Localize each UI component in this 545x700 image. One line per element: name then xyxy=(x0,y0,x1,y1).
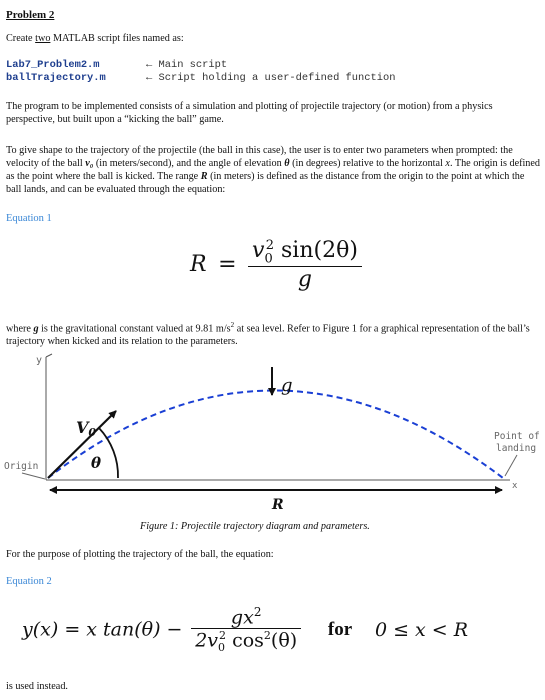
figure-caption: Figure 1: Projectile trajectory diagram and parameters. xyxy=(140,521,370,532)
eq2-range: 0 ≤ x < R xyxy=(374,618,469,641)
equation-2 xyxy=(22,605,468,654)
origin-label: Origin xyxy=(4,461,39,472)
landing-pointer xyxy=(505,455,517,476)
p2-a: To give shape to the trajectory of the projectile (the ball in this case), the user is to enter two parameters when prompted: the velocity of the ball xyxy=(6,145,513,169)
trajectory-figure xyxy=(0,345,545,545)
angle-arc xyxy=(99,428,118,478)
y-axis-tick xyxy=(46,354,52,357)
intro-underlined: two xyxy=(35,33,51,44)
eq1-num-sup: 2 xyxy=(265,237,275,253)
p3-sup: 2 xyxy=(230,321,235,329)
equation-1-label: Equation 1 xyxy=(6,213,52,224)
eq2-lhs: y(x) = x tan(θ) − xyxy=(22,618,183,641)
eq2-den-sup2: 2 xyxy=(263,629,271,643)
eq2-num-sup: 2 xyxy=(253,605,262,619)
eq2-numerator xyxy=(191,605,301,629)
file-desc-2-text: Script holding a user-defined function xyxy=(158,72,396,84)
paragraph-2 xyxy=(6,144,542,196)
eq1-numerator xyxy=(248,237,362,267)
p2-c: (in degrees) relative to the horizontal xyxy=(289,158,446,169)
eq2-den-a: 2v xyxy=(195,629,219,652)
eq1-fraction xyxy=(248,237,362,292)
velocity-label-v: V xyxy=(76,418,89,437)
eq1-lhs: R xyxy=(190,252,207,278)
p2-R: R xyxy=(200,171,208,182)
eq1-num-v: v xyxy=(252,238,265,263)
eq1-num-rest: sin(2θ) xyxy=(274,238,358,263)
gravity-label: g xyxy=(281,375,293,396)
equation-1 xyxy=(190,237,362,292)
p2-theta: θ xyxy=(284,158,290,169)
problem-title xyxy=(6,5,54,23)
p2-e: (in meters) is defined as the distance from the origin to the point at which the ball lands, and can be evaluated through the equation: xyxy=(6,171,525,195)
eq2-fraction xyxy=(191,605,301,654)
landing-label-1: Point of xyxy=(494,431,540,442)
equation-2-label: Equation 2 xyxy=(6,576,52,587)
eq2-den-c: (θ) xyxy=(270,629,298,652)
p2-d: . The origin is defined as the point where the ball is kicked. The range xyxy=(6,158,541,182)
eq1-num-sub: 0 xyxy=(264,251,273,267)
file-desc-1-text: Main script xyxy=(158,59,228,71)
problem-title-text: Problem 2 xyxy=(6,9,55,21)
p3-b: is the gravitational constant valued at 9.81 m/s xyxy=(38,323,231,335)
p2-x: x xyxy=(445,158,450,169)
p3-c: at sea level. Refer to Figure 1 for a graphical representation of the ball’s trajectory when kicked and its relation to the parameters. xyxy=(6,323,530,348)
eq2-den-sup: 2 xyxy=(219,629,227,643)
eq2-denominator xyxy=(191,629,301,654)
paragraph-3 xyxy=(6,319,542,348)
file-name-1: Lab7_Problem2.m xyxy=(6,59,100,71)
eq1-equals: = xyxy=(218,252,237,278)
angle-label: θ xyxy=(91,454,102,472)
p2-b: (in meters/second), and the angle of elevation xyxy=(93,158,285,169)
intro-suffix: MATLAB script files named as: xyxy=(50,33,184,44)
p2-v0: v₀ xyxy=(85,158,94,169)
p3-a: where xyxy=(6,323,34,335)
eq2-for: for xyxy=(327,618,353,640)
file-desc-1: ← Main script xyxy=(146,59,228,71)
landing-label-2: landing xyxy=(496,443,537,454)
range-label: R xyxy=(272,497,284,513)
file-name-2: ballTrajectory.m xyxy=(6,72,106,84)
x-axis-label: x xyxy=(512,481,518,491)
origin-pointer xyxy=(22,473,45,479)
y-axis-label: y xyxy=(36,355,43,366)
eq2-den-sub: 0 xyxy=(218,641,226,655)
velocity-label xyxy=(76,418,96,439)
eq1-denominator: g xyxy=(297,267,313,293)
eq2-den-b: cos xyxy=(226,629,264,652)
velocity-label-sub: 0 xyxy=(88,426,97,439)
eq2-num: gx xyxy=(230,606,254,629)
paragraph-5: is used instead. xyxy=(6,681,68,692)
p3-g: g xyxy=(33,323,39,335)
intro-prefix: Create xyxy=(6,33,36,44)
paragraph-4: For the purpose of plotting the trajectory of the ball, the equation: xyxy=(6,549,274,560)
file-desc-2: ← Script holding a user-defined function xyxy=(146,72,396,84)
paragraph-1: The program to be implemented consists of a simulation and plotting of projectile trajectory (or motion) from a physics perspective, but built upon a “kicking the ball” game. xyxy=(6,101,493,125)
intro-line xyxy=(6,32,184,45)
trajectory-curve xyxy=(48,391,503,479)
